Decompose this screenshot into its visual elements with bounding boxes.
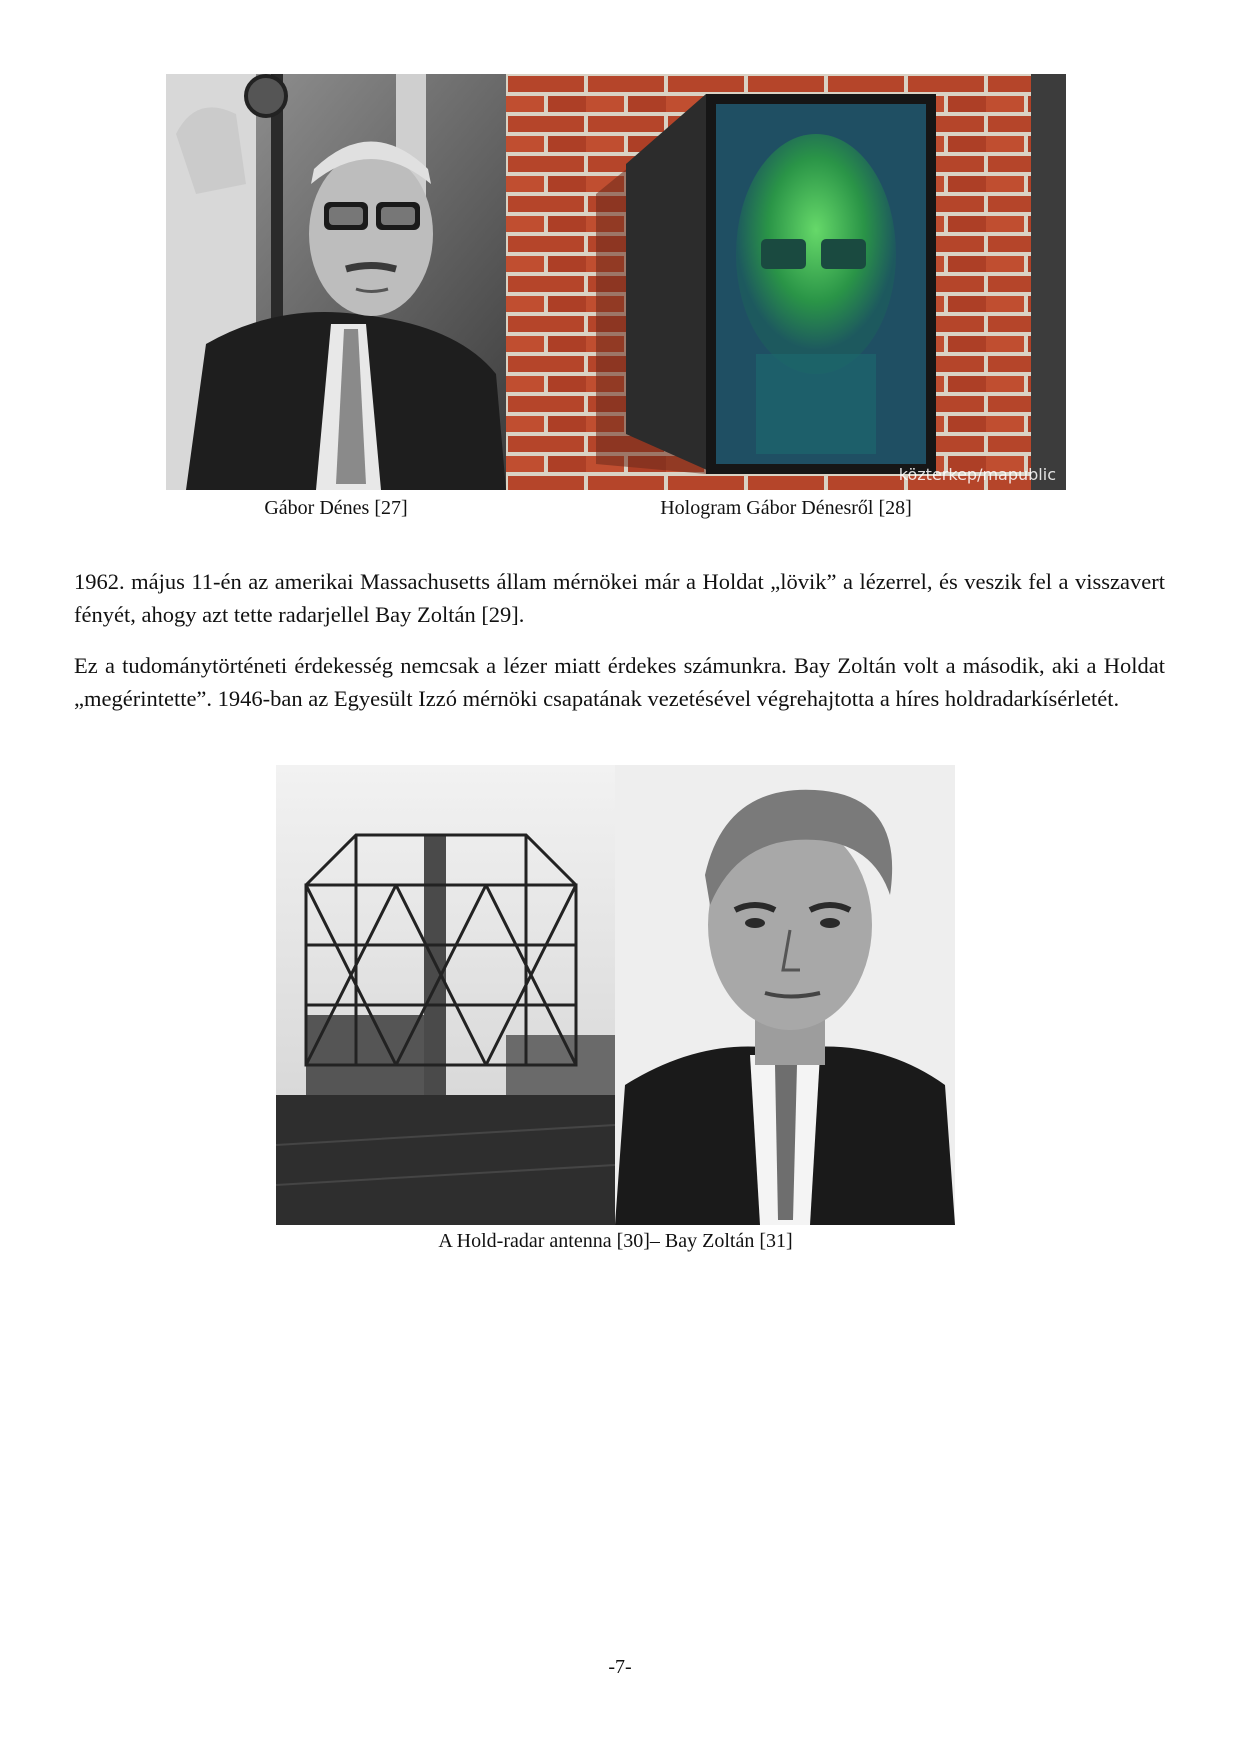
photo-watermark: közterkep/mapublic <box>898 465 1056 484</box>
paragraph-bay-zoltan: Ez a tudománytörténeti érdekesség nemcsak a lézer miatt érdekes számunkra. Bay Zoltán volt a második, aki a Holdat „megérintette”. 1946-ban az Egyesült Izzó mérnöki csapatának vezetésével végrehajtotta a híres holdradarkísérletét. <box>74 653 1165 711</box>
photo-gabor-denes <box>166 74 506 490</box>
paragraph-laser-moon: 1962. május 11-én az amerikai Massachusetts állam mérnökei már a Holdat „lövik” a lézerrel, és veszik fel a visszavert fényét, ahogy azt tette radarjellel Bay Zoltán [29]. <box>74 569 1165 627</box>
photo-bay-zoltan <box>615 765 955 1225</box>
page-number: -7- <box>608 1656 632 1678</box>
figure-caption-gabor-denes: Gábor Dénes [27] <box>264 497 408 519</box>
photo-hold-radar-antenna <box>276 765 615 1225</box>
figure-caption-antenna-bay-zoltan: A Hold-radar antenna [30]– Bay Zoltán [31] <box>438 1230 793 1252</box>
photo-hologram <box>506 74 1066 490</box>
figure-caption-hologram: Hologram Gábor Dénesről [28] <box>660 497 912 519</box>
